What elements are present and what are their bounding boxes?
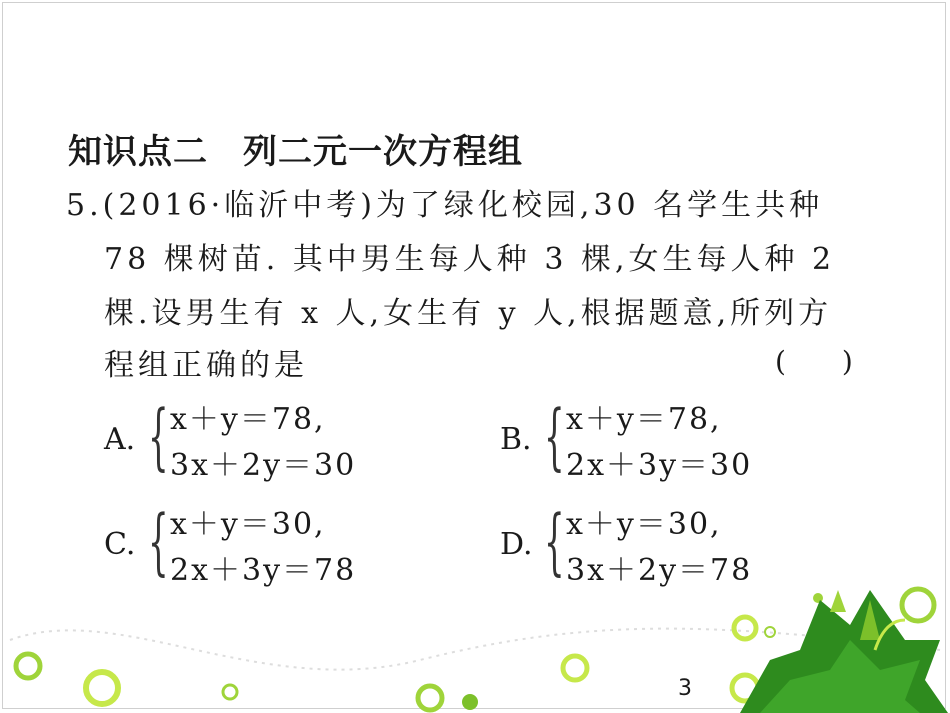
option-a-label: A. [104,422,136,457]
ring-icon [223,685,237,699]
brace-icon: { [148,499,169,583]
option-a-eq1: x＋y＝78, [170,402,326,437]
option-c-label: C. [104,527,136,562]
brace-icon: { [544,499,565,583]
brace-icon: { [544,394,565,478]
option-b-label: B. [500,422,532,457]
leaf-icon [830,590,846,612]
brace-icon: { [148,394,169,478]
ring-icon [563,656,587,680]
option-d-label: D. [500,527,533,562]
question-line-1: 5.(2016·临沂中考)为了绿化校园,30 名学生共种 [66,188,824,223]
ring-icon [902,589,934,621]
option-d-eq1: x＋y＝30, [566,507,722,542]
ring-icon [16,654,40,678]
ring-icon [418,686,442,710]
option-c-eq1: x＋y＝30, [170,507,326,542]
question-line-2: 78 棵树苗. 其中男生每人种 3 棵,女生每人种 2 [104,242,836,277]
option-d-eq2: 3x＋2y＝78 [566,553,753,588]
section-heading: 知识点二 列二元一次方程组 [68,132,523,172]
option-c-eq2: 2x＋3y＝78 [170,553,357,588]
dot-icon [462,694,478,710]
question-line-4: 程组正确的是 [104,348,308,383]
page-number: 3 [678,676,692,701]
option-a-eq2: 3x＋2y＝30 [170,448,357,483]
option-b-eq1: x＋y＝78, [566,402,722,437]
answer-bracket: ( ) [775,345,853,378]
ring-icon [734,617,756,639]
option-b-eq2: 2x＋3y＝30 [566,448,753,483]
ring-icon [86,672,118,704]
question-line-3: 棵.设男生有 x 人,女生有 y 人,根据题意,所列方 [104,296,833,331]
